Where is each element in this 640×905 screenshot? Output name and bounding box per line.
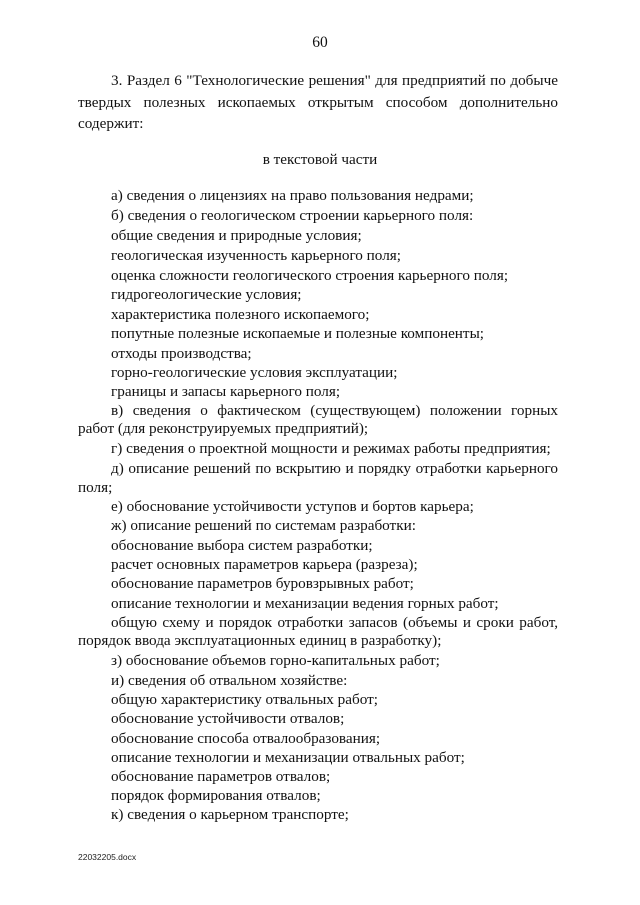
list-item: обоснование параметров отвалов;: [111, 768, 331, 785]
list-item-continuation: порядок ввода эксплуатационных единиц в разработку);: [78, 632, 442, 649]
list-item: к) сведения о карьерном транспорте;: [111, 806, 349, 823]
list-item: расчет основных параметров карьера (разреза);: [111, 556, 418, 573]
intro-line-1: 3. Раздел 6 "Технологические решения" для предприятий по добыче: [111, 72, 558, 89]
list-item: общие сведения и природные условия;: [111, 227, 362, 244]
list-item: обоснование параметров буровзрывных работ;: [111, 575, 414, 592]
list-item: обоснование устойчивости отвалов;: [111, 710, 345, 727]
list-item: а) сведения о лицензиях на право пользования недрами;: [111, 187, 474, 204]
list-item: е) обоснование устойчивости уступов и бортов карьера;: [111, 498, 474, 515]
list-item: геологическая изученность карьерного поля;: [111, 247, 401, 264]
intro-line-3: содержит:: [78, 115, 144, 132]
list-item: обоснование способа отвалообразования;: [111, 730, 381, 747]
list-item: г) сведения о проектной мощности и режимах работы предприятия;: [111, 440, 551, 457]
list-item: обоснование выбора систем разработки;: [111, 537, 373, 554]
list-item: границы и запасы карьерного поля;: [111, 383, 341, 400]
list-item: гидрогеологические условия;: [111, 286, 302, 303]
list-item: описание технологии и механизации отвальных работ;: [111, 749, 465, 766]
list-item: порядок формирования отвалов;: [111, 787, 321, 804]
list-item: горно-геологические условия эксплуатации;: [111, 364, 398, 381]
section-heading: в текстовой части: [262, 151, 378, 168]
list-item: д) описание решений по вскрытию и порядку отработки карьерного: [111, 460, 558, 477]
list-item: в) сведения о фактическом (существующем) положении горных: [111, 402, 558, 419]
footer-filename: 22032205.docx: [78, 852, 137, 862]
list-item: и) сведения об отвальном хозяйстве:: [111, 672, 348, 689]
list-item: общую характеристику отвальных работ;: [111, 691, 378, 708]
list-item: описание технологии и механизации ведения горных работ;: [111, 595, 499, 612]
list-item: отходы производства;: [111, 345, 252, 362]
list-item: б) сведения о геологическом строении карьерного поля:: [111, 207, 474, 224]
list-item-continuation: работ (для реконструируемых предприятий);: [78, 420, 369, 437]
list-item: з) обоснование объемов горно-капитальных работ;: [111, 652, 440, 669]
list-item: общую схему и порядок отработки запасов (объемы и сроки работ,: [111, 614, 558, 631]
list-item: характеристика полезного ископаемого;: [111, 306, 370, 323]
intro-line-2: твердых полезных ископаемых открытым способом дополнительно: [78, 94, 558, 111]
list-item: попутные полезные ископаемые и полезные компоненты;: [111, 325, 484, 342]
list-item-continuation: поля;: [78, 479, 113, 496]
list-item: оценка сложности геологического строения карьерного поля;: [111, 267, 509, 284]
list-item: ж) описание решений по системам разработки:: [111, 517, 416, 534]
page-number: 60: [312, 34, 328, 51]
